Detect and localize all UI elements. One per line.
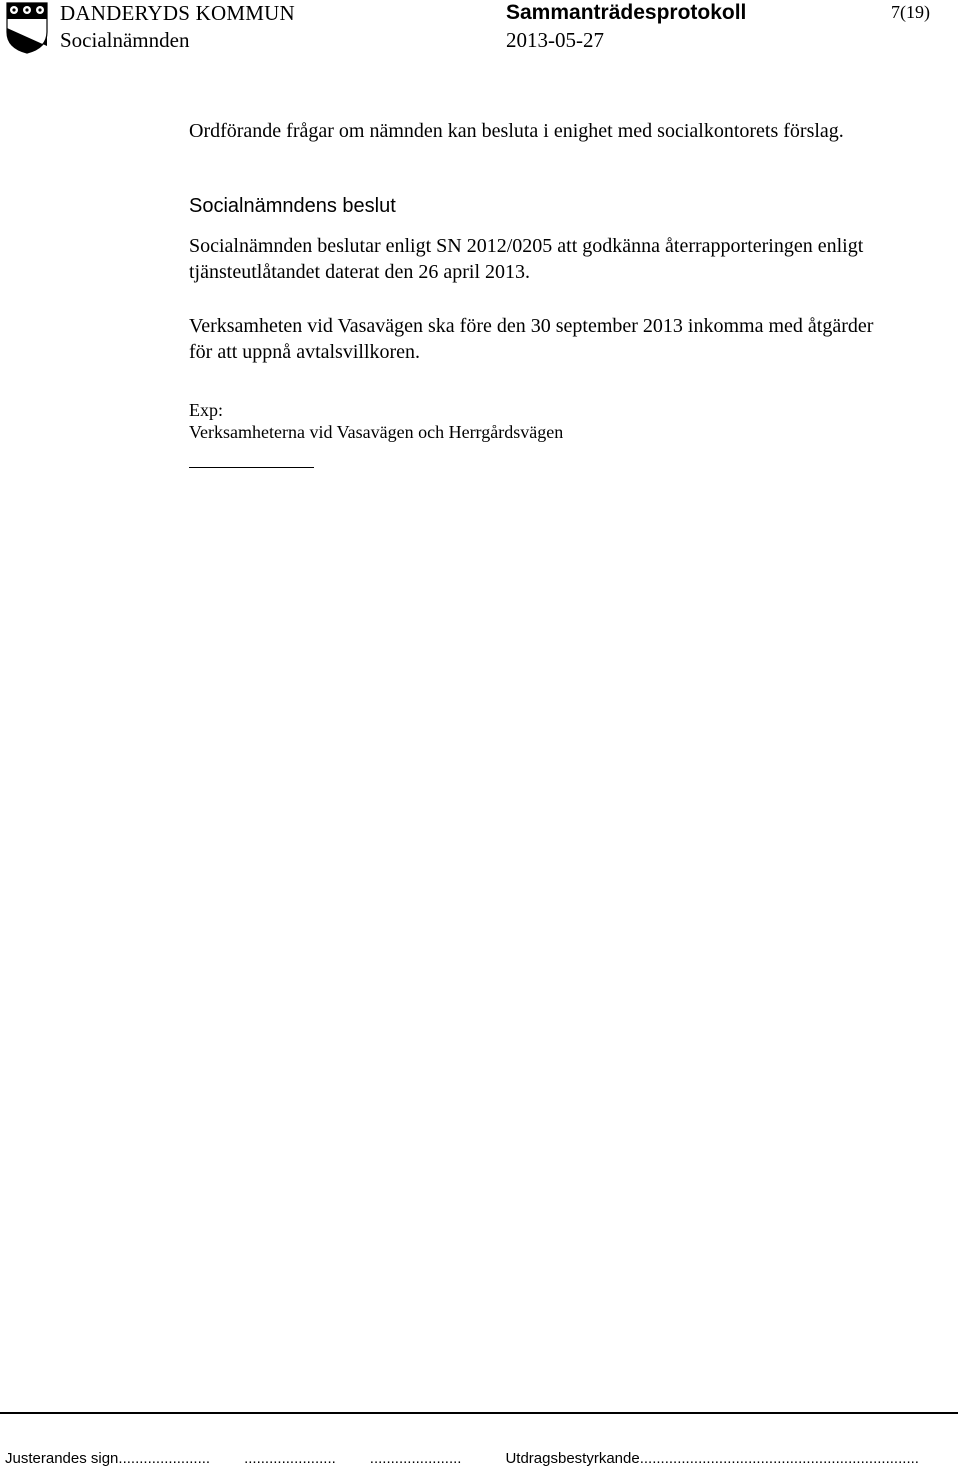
intro-paragraph (189, 118, 889, 144)
exp-label: Exp: (189, 400, 223, 420)
footer-divider (0, 1412, 958, 1414)
committee-name: Socialnämnden (60, 28, 190, 52)
sign-dots-3: ...................... (369, 1450, 462, 1467)
sign-dots-2: ...................... (244, 1450, 336, 1467)
decision-paragraph-1 (189, 233, 889, 285)
exp-divider (189, 467, 314, 468)
footer (5, 1450, 960, 1467)
exp-recipient: Verksamheterna vid Vasavägen och Herrgårdsvägen (189, 422, 564, 442)
decision-section (189, 195, 889, 218)
decision-text-2: Verksamheten vid Vasavägen ska före den 30 september 2013 inkomma med åtgärder för att uppnå avtalsvillkoren. (189, 315, 874, 363)
extract-dots: ................................................................... (639, 1450, 919, 1467)
document-type: Sammanträdesprotokoll (506, 1, 747, 24)
meeting-date: 2013-05-27 (506, 28, 604, 52)
organization-name: DANDERYDS KOMMUN (60, 1, 295, 25)
page-number: 7(19) (891, 2, 930, 22)
decision-paragraph-2 (189, 313, 889, 365)
expedition-block (189, 399, 889, 443)
municipality-coat-of-arms-icon (6, 2, 48, 54)
decision-text-1: Socialnämnden beslutar enligt SN 2012/0205 att godkänna återrapporteringen enligt tjänsteutlåtandet daterat den 26 april 2013. (189, 235, 864, 283)
sign-dots-1: ...................... (118, 1450, 211, 1467)
decision-heading: Socialnämndens beslut (189, 195, 396, 217)
intro-text: Ordförande frågar om nämnden kan besluta i enighet med socialkontorets förslag. (189, 120, 844, 142)
extract-label: Utdragsbestyrkande (505, 1450, 640, 1467)
sign-label: Justerandes sign (5, 1450, 119, 1467)
